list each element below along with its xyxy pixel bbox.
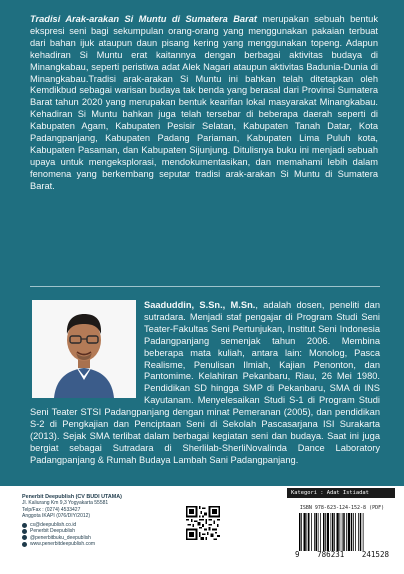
barcode-lead-digit: 9 (295, 550, 300, 559)
email-icon (22, 523, 27, 528)
publisher-contacts (22, 522, 182, 547)
barcode-icon (297, 513, 387, 551)
isbn-barcode (292, 504, 392, 566)
publisher-address: Jl. Kaliurang Km 9,3 Yogyakarta 55581 (22, 500, 109, 507)
author-name: Saaduddin, S.Sn., M.Sn. (144, 300, 256, 310)
category-label: Kategori : Adat Istiadat (287, 488, 395, 498)
book-title-lead: Tradisi Arak-arakan Si Muntu di Sumatera Barat (30, 14, 257, 24)
synopsis-body: merupakan sebuah bentuk ekspresi seni bagi sekumpulan orang-orang yang menggunakan pakaian terbuat dari bahan ijuk ataupun daun pisang kering yang menggunakan topeng. Adapun kehadiran Si Muntu erat kaitannya dengan berbagai aktivitas budaya di Minangkabau, seperti peristiwa adat Alek Nagari ataupun aktivitas Badunia-Dunia di Minangkabau.Tradisi arak-arakan Si Muntu ini bahkan telah ditetapkan oleh Kemdikbud sebagai warisan budaya tak benda yang berasal dari Provinsi Sumatera Barat tahun 2020 yang merupakan bentuk kearifan lokal masyarakat Minangkabau. Kehadiran Si Muntu bahkan juga telah tersebar di beberapa daerah seperti di Kabupaten Agam, Kabupaten Pesisir Selatan, Kabupaten Tanah Datar, Kota Padangpanjang, Kabupaten Padang Pariaman, Kabupaten Lima Puluh kota, Kabupaten Pasaman, dan Kabupaten Sijunjung. Ditulisnya buku ini menjadi sebuah upaya untuk mengeksplorasi, mendokumentasikan, dan memahami lebih dalam fenomena yang berkembang seputar tradisi arak-arakan Si Muntu di Sumatera Barat. (30, 14, 378, 191)
contact-website[interactable]: www.penerbitdeepublish.com (22, 541, 182, 547)
contact-instagram[interactable]: @penerbitbuku_deepublish (22, 535, 182, 541)
publisher-info (22, 494, 182, 547)
publisher-name: Penerbit Deepublish (CV BUDI UTAMA) (22, 494, 122, 500)
author-bio-text: , adalah dosen, peneliti dan sutradara. Menjadi staf pengajar di Program Studi Seni Teater-Fakultas Seni Pertunjukan, Institut Seni Indonesia Padangpanjang semenjak tahun 2006. Membina beberapa mata kuliah, antara lain: Monolog, Pasca Realisme, Penulisan Ilmiah, Kajian Penonton, dan Pantomime. Kelahiran Pekanbaru, Riau, 26 Mei 1980. Pendidikan SD hingga SMP di Pekanbaru, SMA di INS Kayutanam. Menyelesaikan Studi S-1 di Program Studi Seni Teater STSI Padangpanjang dengan minat Pemeranan (2005), dan pendidikan S-2 di Pengkajian dan Penciptaan Seni di Sekolah Pascasarjana ISI Surakarta (2013). Sejak SMA terlibat dalam berbagai kegiatan seni dan budaya. Saat ini juga bergiat sebagai Sutradara di Sherlilab-SherliNovalinda Dance Laboratory Padangpanjang & Rumah Budaya Lambah Sani Padangpanjang. (30, 300, 380, 465)
section-divider (30, 286, 380, 287)
publisher-ikapi: Anggota IKAPI (076/DIY/2012) (22, 512, 91, 519)
contact-facebook[interactable]: Penerbit Deepublish (22, 528, 182, 534)
contact-email[interactable]: cs@deepublish.co.id (22, 522, 182, 528)
photo-spacer (30, 300, 144, 400)
synopsis-paragraph (30, 14, 378, 193)
facebook-icon (22, 529, 27, 534)
barcode-group-1: 786231 (317, 550, 345, 559)
back-cover-footer (0, 486, 404, 574)
publisher-phone: Telp/Fax : (0274) 4533427 (22, 506, 81, 513)
isbn-text: ISBN 978-623-124-152-8 (PDF) (299, 505, 385, 511)
globe-icon (22, 542, 27, 547)
instagram-icon (22, 535, 27, 540)
barcode-group-2: 241528 (361, 550, 389, 559)
qr-code-icon[interactable] (186, 506, 220, 540)
barcode-digits (292, 550, 392, 559)
author-bio (30, 300, 380, 467)
